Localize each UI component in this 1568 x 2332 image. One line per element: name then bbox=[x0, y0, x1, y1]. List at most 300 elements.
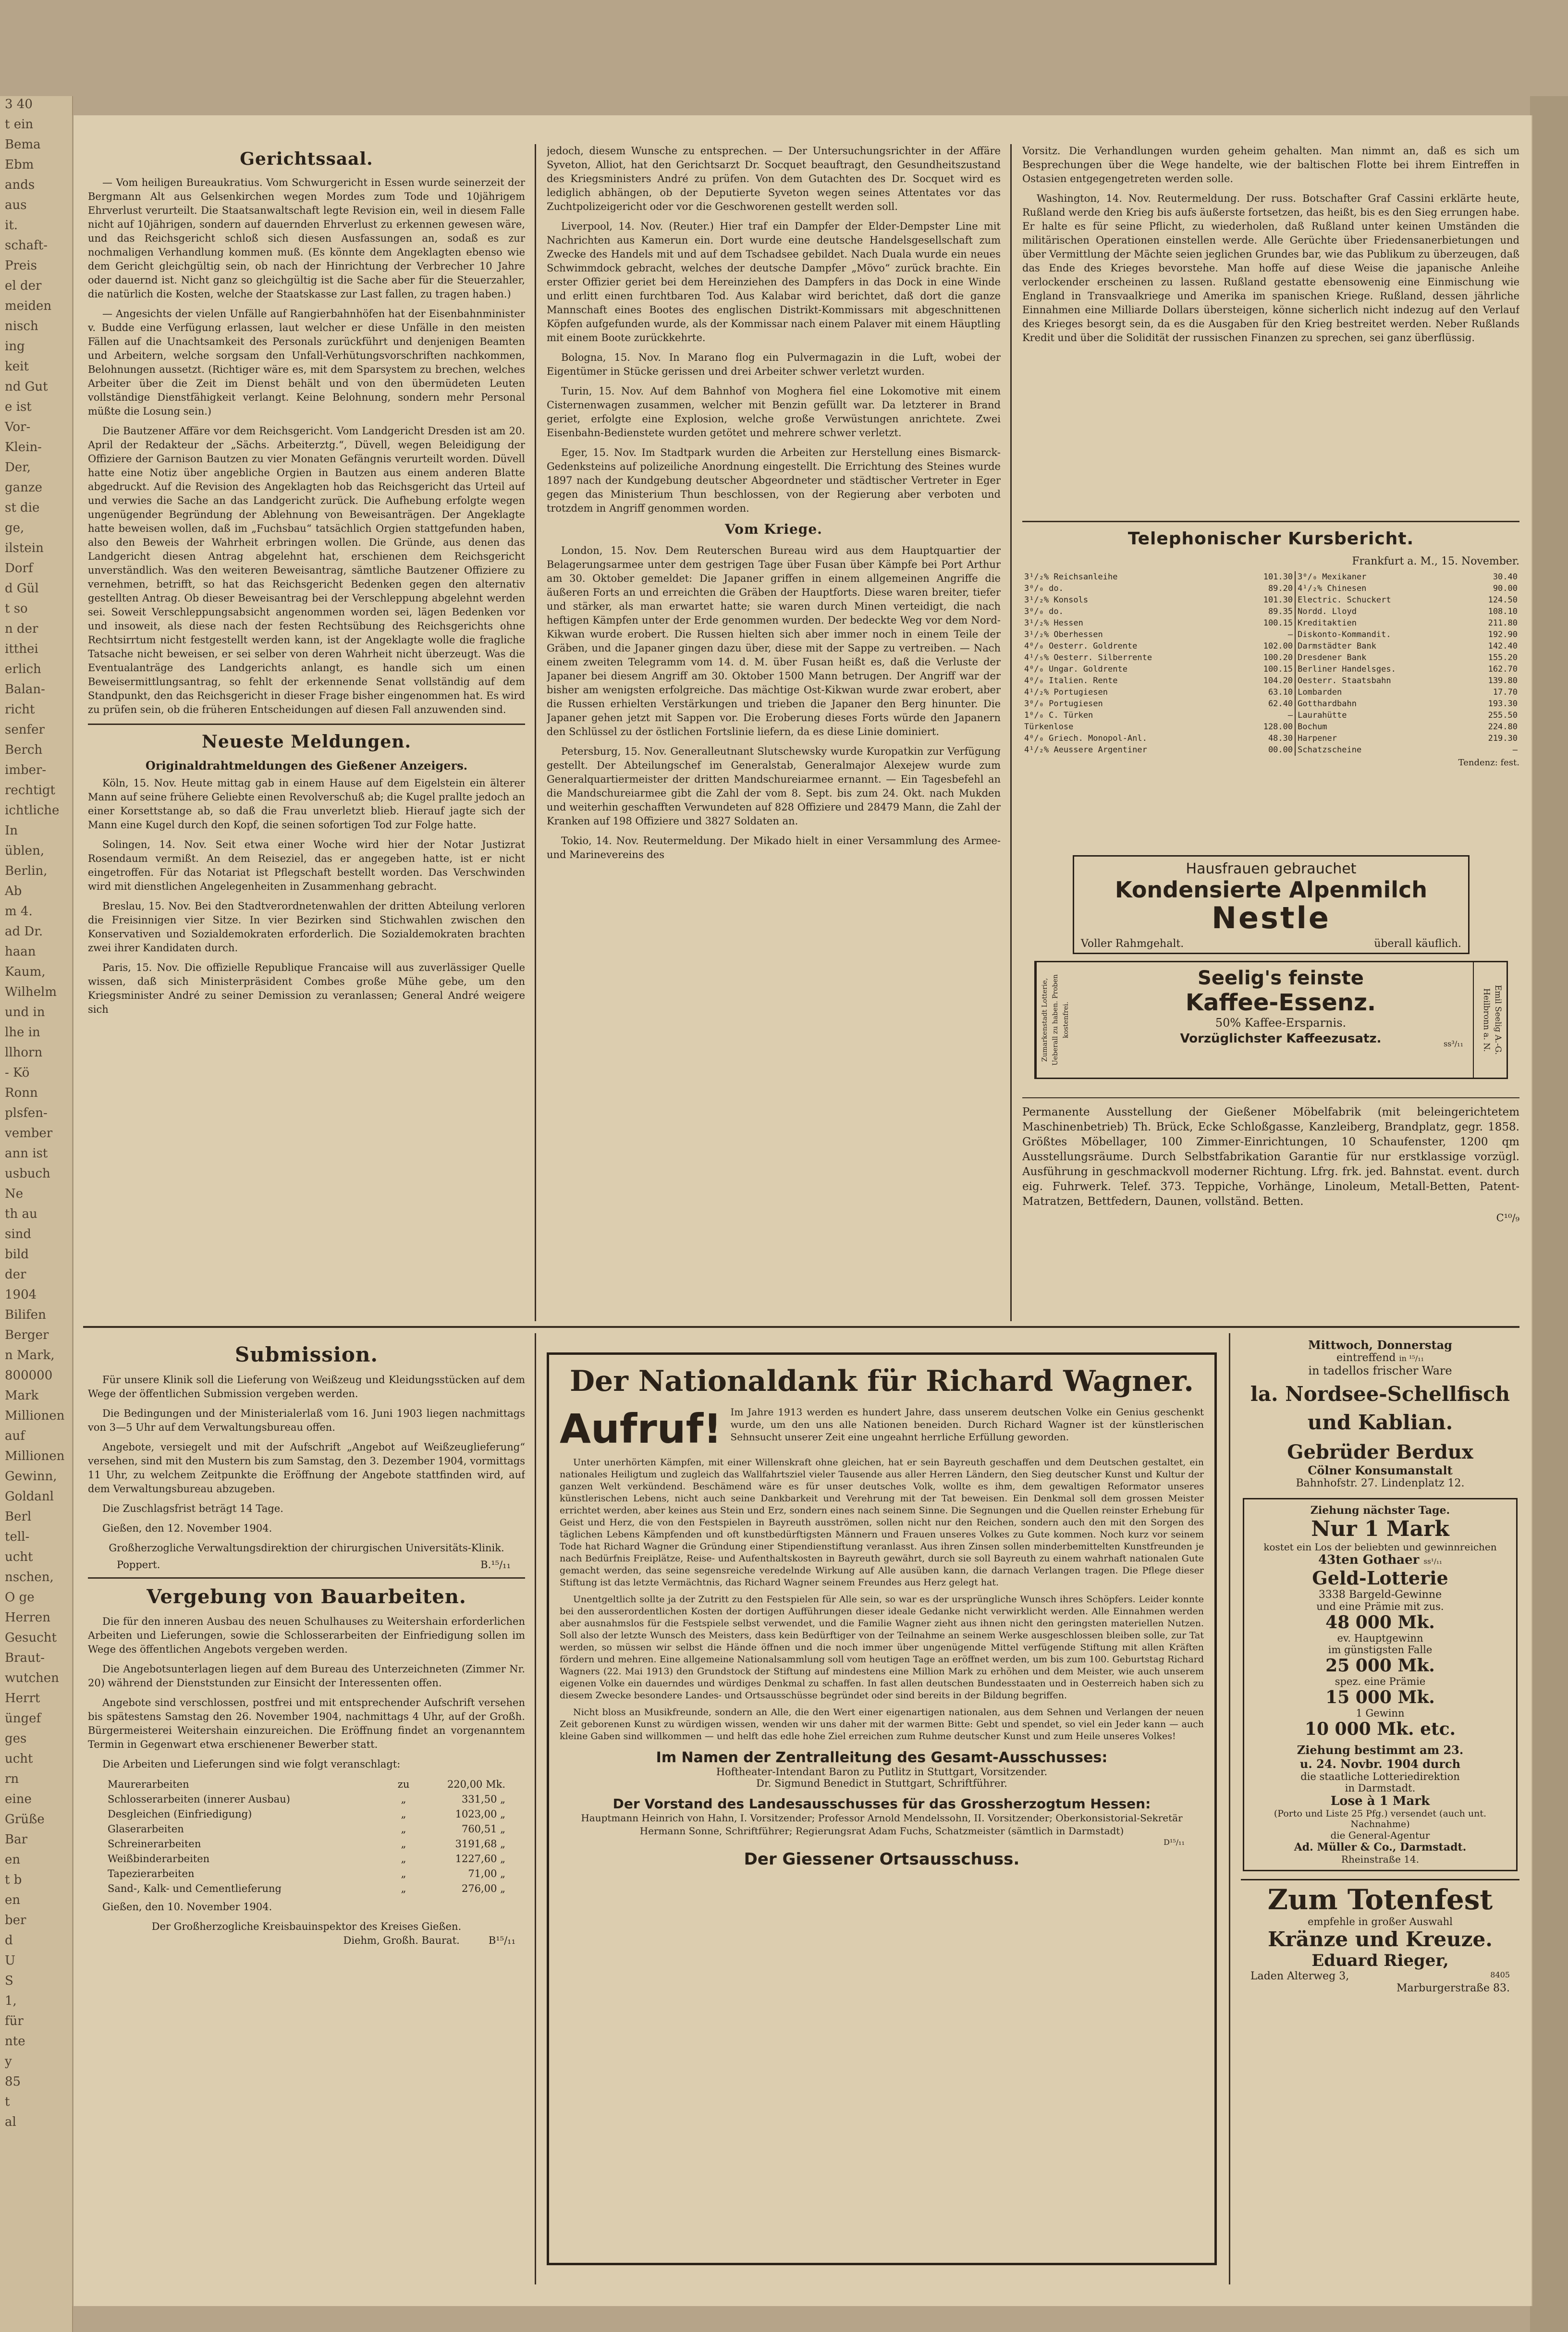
stock-value: 17.70 bbox=[1493, 687, 1518, 697]
adjacent-page-text: nschen, bbox=[5, 1570, 54, 1584]
adjacent-page-text: Gewinn, bbox=[5, 1469, 57, 1484]
lotterie-line: (Porto und Liste 25 Pfg.) versendet (auch unt. Nachnahme) bbox=[1274, 1808, 1487, 1829]
adjacent-page-text: en bbox=[5, 1853, 21, 1867]
wagner-signatory: Hauptmann Heinrich von Hahn, I. Vorsitzender; Professor Arnold Mendelssohn, II. Vorsitzender; Oberkonsistorial-Sekretär Hermann Sonne, Schriftführer; Regierungsrat Adam Fuchs, Schatzmeister (sämtlich in Darmstadt) bbox=[581, 1812, 1183, 1837]
lotterie-amount: 48 000 Mk. bbox=[1325, 1612, 1435, 1632]
stock-value: 211.80 bbox=[1488, 618, 1518, 628]
totenfest-ad bbox=[1241, 1879, 1519, 1994]
stock-value: 100.15 bbox=[1263, 664, 1293, 674]
adjacent-page-text: nd Gut bbox=[5, 380, 48, 394]
adjacent-page-text: 1904 bbox=[5, 1288, 37, 1302]
adjacent-page-text: Preis bbox=[5, 258, 37, 273]
stock-name: Electric. Schuckert bbox=[1295, 594, 1464, 606]
stock-value: 128.00 bbox=[1263, 722, 1293, 732]
adjacent-page-text: Klein- bbox=[5, 440, 42, 454]
news-item: London, 15. Nov. Dem Reuterschen Bureau wird aus dem Hauptquartier der Belagerungsarmee unter dem gestrigen Tage über Fusan über Kämpfe bei Port Arthur am 30. Oktober gemeldet: Die Japaner griffen in einem allgemeinen Angriffe die äußeren Forts an und erreichten die Gräben der Hauptforts. Diese waren breiter, tiefer und stärker, als man erwartet hatte; sie waren durch Minen verteidigt, die nach heftigen Kämpfen unter der Erde genommen wurden. Der bedeckte Weg vor dem Nord-Kikwan wurde erobert. Die Russen hielten sich aber immer noch in einem Teile der Gräben, und die Japaner gingen dazu über, diese mit der Sappe zu vertreiben. — Nach einem zweiten Telegramm vom 14. d. M. über Fusan heißt es, daß die Verluste der Japaner bei diesem Angriff am 30. Oktober 1500 Mann betrugen. Der Angriff war der bisher am wenigsten erfolgreiche. Das mächtige Ost-Kikwan wurde zwar erobert, aber die Russen erhielten Verstärkungen und trieben die Japaner den Berg hinunter. Die Japaner gehen jetzt mit Sappen vor. Die Eroberung dieses Forts würde den Japanern den Schlüssel zu der östlichen Fortslinie liefern, da es diese Linie dominiert. bbox=[547, 545, 1001, 737]
adjacent-page-text: it. bbox=[5, 218, 18, 233]
adjacent-page-text: el der bbox=[5, 279, 42, 293]
stock-row bbox=[1022, 698, 1519, 710]
adjacent-page-text: t so bbox=[5, 601, 28, 616]
submission-signature: Poppert. bbox=[117, 1559, 160, 1571]
stock-value: — bbox=[1287, 711, 1293, 720]
news-item: jedoch, diesem Wunsche zu entsprechen. — Der Untersuchungsrichter in der Affäre Syveton, Alliot, hat den Gerichtsarzt Dr. Socquet beauftragt, den Gesundheitszustand des Kriegsministers André zu prüfen. Von dem Gutachten des Dr. Socquet wird es lediglich abhängen, ob der Deputierte Syveton wegen seines Attentates vor das Zuchtpolizeigericht oder vor die Geschworenen gestellt werden soll. bbox=[547, 145, 1001, 212]
stock-value: 101.30 bbox=[1263, 572, 1293, 582]
adjacent-page-text: ber bbox=[5, 1913, 26, 1927]
totenfest-address: Marburgerstraße 83. bbox=[1396, 1982, 1510, 1994]
stock-name: 3¹/₂% Konsols bbox=[1024, 595, 1089, 605]
wagner-zentral-heading: Im Namen der Zentralleitung des Gesamt-Ausschusses: bbox=[656, 1749, 1108, 1766]
adjacent-page-text: ge, bbox=[5, 521, 24, 535]
adjacent-page-text: O ge bbox=[5, 1590, 35, 1605]
stock-row bbox=[1022, 571, 1519, 583]
adjacent-page-text: y bbox=[5, 2054, 12, 2069]
nestle-line: Hausfrauen gebrauchet bbox=[1186, 860, 1357, 877]
adjacent-page-text: ing bbox=[5, 339, 25, 354]
berdux-line: eintreffend bbox=[1336, 1352, 1396, 1364]
adjacent-page-text: ucht bbox=[5, 1752, 33, 1766]
wagner-paragraph: Unter unerhörten Kämpfen, mit einer Willenskraft ohne gleichen, hat er sein Bayreuth geschaffen und dem Deutschen gestaltet, ein nationales Heiligtum und zugleich das Wallfahrtsziel vieler Tausende aus aller Herren Ländern, den Sieg deutscher Kunst und Kultur der ganzen Welt verkündend. Beschämend wäre es für unser deutsches Volk, wollte es ihm, dem gewaltigen Reformator unseres künstlerischen Lebens, nicht auch seine Dankbarkeit und Verehrung mit der Tat beweisen. Ein Denkmal soll dem grossen Meister errichtet werden, aber keines aus Stein und Erz, sondern eines nach seinem Sinne. Die Segnungen und die Quellen reinster Erhebung für Geist und Herz, die von den Festspielen in Bayreuth ausströmen, sollen nicht nur den Reichen, sondern auch den mit den Sorgen des täglichen Lebens Kämpfenden und oft kunstbedürftigsten Männern und Frauen unseres Volkes zu Gute kommen. Noch kurz vor seinem Tode hat Richard Wagner die Gründung einer Stipendienstiftung veranlasst. Aus ihren Zinsen sollen minderbemittelten Kunstfreunden je nach Bedürfnis Freiplätze, Reise- und Aufenthaltskosten in Bayreuth gewährt, durch sie soll Bayreuth zu einem wahrhaft nationalen Gute gemacht werden, das seine segensreiche veredelnde Wirkung auf Alle ausüben kann, die darnach Verlangen tragen. Die Pflege dieser Stiftung ist das letzte Vermächtnis, das Richard Wagner seinem Freundes aus Herz gelegt hat. bbox=[560, 1457, 1204, 1588]
cost-ditto: „ bbox=[401, 1823, 406, 1835]
stock-name: 4¹/₅% Oesterr. Silberrente bbox=[1024, 653, 1152, 663]
adjacent-page-text: - Kö bbox=[5, 1066, 30, 1080]
stock-name: 3⁰/₀ Portugiesen bbox=[1024, 699, 1103, 709]
stock-value: 102.00 bbox=[1263, 641, 1293, 651]
aufruf-heading: Aufruf! bbox=[560, 1405, 722, 1452]
news-item: Breslau, 15. Nov. Bei den Stadtverordnetenwahlen der dritten Abteilung verloren die Freisinnigen vier Sitze. In vier Bezirken sind Stichwahlen zwischen den Konservativen und Sozialdemokraten erforderlich. Die Sozialdemokraten brachten zwei ihrer Kandidaten durch. bbox=[88, 900, 525, 954]
cost-amount: 71,00 „ bbox=[468, 1868, 505, 1879]
seelig-line: 50% Kaffee-Ersparnis. bbox=[1215, 1016, 1347, 1030]
gerichtssaal-paragraph: Die Bautzener Affäre vor dem Reichsgericht. Vom Landgericht Dresden ist am 20. April der Redakteur der „Sächs. Arbeiterztg.“, Düvell, wegen Beleidigung der Offiziere der Garnison Bautzen zu vier Monaten Gefängnis verurteilt worden. Düvell hatte eine Notiz über angebliche Orgien in Bautzen aus einem anderen Blatte abgedruckt. Auf die Revision des Angeklagten hob das Reichsgericht das Urteil auf und verwies die Sache an das Landgericht zurück. Die Aufhebung erfolgte wegen ungenügender Begründung der Ablehnung von Beweisanträgen. Der Angeklagte hatte beweisen wollen, daß im „Fuchsbau“ tatsächlich Orgien stattgefunden haben, also den Beweis der Wahrheit erbringen wollen. Die Gründe, aus denen das Landgericht diesen Antrag abgelehnt hat, erschienen dem Reichsgericht unverständlich. Was den weiteren Beweisantrag, sämtliche Bautzener Offiziere zu vernehmen, betrifft, so hat das Reichsgericht Bedenken gegen den alternativ gestellten Antrag. Ob dieser Beweisantrag bei der Verschleppung abgelehnt werden sei. Soweit Verschleppungsabsicht angenommen worden sei, lägen Bedenken vor und insoweit, als diese nach der festen Rechtsübung des Reichsgerichts ohne Rechtsirrtum nicht festgestellt werden kann, ist der Angeklagte wolle die fragliche Tatsache nicht beweisen, er sei selber von deren Wahrheit nicht überzeugt. Was die Eventualanträge des Landgerichts anlangt, es handle sich um einen Beweisermittlungsantrag, so fehlt der erkennende Senat vollständig auf dem Standpunkt, den das Reichsgericht in dieser Frage bisher eingenommen hat. Es wird zu prüfen sein, ob die früheren Entscheidungen auf diesen Fall anzuwenden sind. bbox=[88, 425, 525, 715]
adjacent-page-text: t ein bbox=[5, 117, 34, 132]
stock-value: 219.30 bbox=[1488, 734, 1518, 743]
cost-item: Schlosserarbeiten (innerer Ausbau) bbox=[108, 1793, 290, 1805]
stock-name: Bochum bbox=[1295, 721, 1464, 733]
adjacent-page-text: schaft- bbox=[5, 238, 48, 253]
adjacent-page-text: meiden bbox=[5, 299, 52, 313]
cost-table bbox=[107, 1777, 506, 1896]
news-item: Turin, 15. Nov. Auf dem Bahnhof von Moghera fiel eine Lokomotive mit einem Cisternenwagen zusammen, welcher mit Benzin gefüllt war. Da letzterer in Brand geriet, erfolgte eine Explosion, welche große Verwüstungen anrichtete. Zwei Eisenbahn-Bedienstete wurden getötet und mehrere schwer verletzt. bbox=[547, 385, 1001, 439]
ad-code: D¹⁵/₁₁ bbox=[1164, 1838, 1185, 1847]
adjacent-page-text: wutchen bbox=[5, 1671, 59, 1685]
column-separator bbox=[535, 1333, 536, 2284]
lotterie-line: u. 24. Novbr. 1904 durch bbox=[1299, 1757, 1461, 1771]
adjacent-page-text: eine bbox=[5, 1792, 32, 1806]
stock-table bbox=[1022, 571, 1519, 756]
lotterie-line: Ziehung nächster Tage. bbox=[1310, 1504, 1450, 1517]
bottom-column-3 bbox=[1241, 1338, 1519, 2289]
lotterie-line: 43ten Gothaer bbox=[1318, 1553, 1420, 1567]
stock-tendency: Tendenz: fest. bbox=[1458, 758, 1519, 768]
adjacent-page-text: t bbox=[5, 2095, 10, 2109]
cost-ditto: „ bbox=[401, 1853, 406, 1865]
stock-value: 89.35 bbox=[1268, 607, 1293, 616]
cost-amount: 276,00 „ bbox=[461, 1883, 505, 1894]
gerichtssaal-paragraph: — Vom heiligen Bureaukratius. Vom Schwurgericht in Essen wurde seinerzeit der Bergmann Alt aus Gelsenkirchen wegen Mordes zum Tode und 10jährigem Ehrverlust verurteilt. Die Staatsanwaltschaft legte Revision ein, weil in diesem Falle nicht auf 10jährigen, sondern auf dauernden Ehrverlust zu erkennen gewesen wäre, und das Reichsgericht schloß sich diesen Ausfassungen an, sodaß es zur nochmaligen Verhandlung kommen muß. (Es könnte dem Angeklagten ebenso wie dem Gericht gleichgültig sein, ob nach der Hinrichtung der Verbrecher 10 Jahre oder dauernd ist. Nicht ganz so gleichgültig ist die Sache aber für die Steuerzahler, die natürlich die Kosten, welche der Staatskasse zur Last fallen, zu tragen haben.) bbox=[88, 177, 525, 300]
cost-ditto: „ bbox=[401, 1883, 406, 1894]
left-adjacent-page-strip bbox=[0, 96, 73, 2332]
news-item: Vorsitz. Die Verhandlungen wurden geheim gehalten. Man nimmt an, daß es sich um Besprechungen über die Wege handelte, wie der baltischen Flotte bei ihrem Eintreffen in Ostasien entgegengetreten werden solle. bbox=[1022, 145, 1519, 184]
nestle-brand: Nestle bbox=[1212, 900, 1331, 935]
adjacent-page-text: Herren bbox=[5, 1610, 51, 1625]
wagner-intro: Im Jahre 1913 werden es hundert Jahre, dass unserem deutschen Volke ein Genius geschenkt wurde, um den uns alle Nationen beneiden. Durch Richard Wagner ist der künstlerischen Sehnsucht unserer Zeit eine ungeahnt herrliche Erfüllung geworden. bbox=[730, 1406, 1204, 1443]
nestle-ad bbox=[1073, 855, 1470, 954]
cost-amount: 220,00 Mk. bbox=[447, 1779, 505, 1790]
adjacent-page-text: aus bbox=[5, 198, 27, 212]
adjacent-page-text: en bbox=[5, 1893, 21, 1907]
adjacent-page-text: Millionen bbox=[5, 1409, 65, 1423]
adjacent-page-text: Ronn bbox=[5, 1086, 38, 1100]
stock-value: — bbox=[1287, 630, 1293, 639]
stock-report-dateline: Frankfurt a. M., 15. November. bbox=[1352, 555, 1519, 567]
stock-value: 62.40 bbox=[1268, 699, 1293, 709]
adjacent-page-text: ichtliche bbox=[5, 803, 60, 818]
lotterie-line: kostet ein Los der beliebten und gewinnreichen bbox=[1263, 1541, 1497, 1553]
ad-code: ss¹/₁₁ bbox=[1423, 1557, 1442, 1566]
lotterie-amount: 10 000 Mk. etc. bbox=[1304, 1719, 1456, 1739]
adjacent-page-text: plsfen- bbox=[5, 1106, 48, 1120]
lotterie-line: Ziehung bestimmt am 23. bbox=[1297, 1743, 1464, 1757]
stock-name: 4⁰/₀ Griech. Monopol-Anl. bbox=[1024, 734, 1147, 743]
adjacent-page-text: ands bbox=[5, 178, 35, 192]
submission-paragraph: Großherzogliche Verwaltungsdirektion der chirurgischen Universitäts-Klinik. bbox=[109, 1542, 504, 1554]
vergebung-paragraph: Die Arbeiten und Lieferungen sind wie folgt veranschlagt: bbox=[102, 1758, 401, 1770]
adjacent-page-text: Bilifen bbox=[5, 1308, 46, 1322]
lotterie-line: die staatliche Lotteriedirektion bbox=[1300, 1771, 1460, 1782]
adjacent-page-text: Ebm bbox=[5, 158, 34, 172]
adjacent-page-text: ges bbox=[5, 1731, 27, 1746]
seelig-tagline: Vorzüglichster Kaffeezusatz. bbox=[1180, 1031, 1382, 1046]
adjacent-page-text: Millionen bbox=[5, 1449, 65, 1463]
adjacent-page-text: haan bbox=[5, 945, 36, 959]
stock-row bbox=[1022, 629, 1519, 640]
moebel-ad-text: Permanente Ausstellung der Gießener Möbelfabrik (mit beleingerichtetem Maschinenbetrieb) Th. Brück, Ecke Schloßgasse, Kanzleiberg, Brandplatz, gegr. 1858. Größtes Möbellager, 100 Zimmer-Einrichtungen, 10 Schaufenster, 1200 qm Ausstellungsräume. Durch Selbstfabrikation Garantie für nur erstklassige vorzügl. Ausführung in geschmackvoll moderner Richtung. Lfrg. frk. jed. Bahnstat. event. durch eig. Fuhrwerk. Telef. 373. Teppiche, Vorhänge, Linoleum, Metall-Betten, Patent-Matratzen, Bettfedern, Daunen, vollständ. Betten. bbox=[1022, 1106, 1519, 1208]
adjacent-page-text: 800000 bbox=[5, 1368, 53, 1383]
submission-heading: Submission. bbox=[234, 1343, 379, 1366]
adjacent-page-text: lhe in bbox=[5, 1025, 40, 1040]
gerichtssaal-heading: Gerichtssaal. bbox=[240, 149, 373, 169]
adjacent-page-text: Vor- bbox=[5, 420, 31, 434]
stock-name: 3⁰/₀ Mexikaner bbox=[1295, 571, 1464, 583]
stock-name: 4⁰/₀ Italien. Rente bbox=[1024, 676, 1118, 686]
submission-paragraph: Für unsere Klinik soll die Lieferung von Weißzeug und Kleidungsstücken auf dem Wege der öffentlichen Submission vergeben werden. bbox=[88, 1374, 525, 1399]
stock-name: Diskonto-Kommandit. bbox=[1295, 629, 1464, 640]
column-separator bbox=[1010, 144, 1012, 1321]
cost-item: Weißbinderarbeiten bbox=[108, 1853, 210, 1865]
divider bbox=[1022, 521, 1519, 522]
cost-row bbox=[107, 1837, 506, 1852]
column-separator bbox=[535, 144, 536, 1321]
lotterie-line: 1 Gewinn bbox=[1356, 1707, 1405, 1719]
adjacent-page-text: Ne bbox=[5, 1187, 24, 1201]
stock-row bbox=[1022, 594, 1519, 606]
divider bbox=[88, 724, 525, 725]
stock-row bbox=[1022, 710, 1519, 721]
vergebung-paragraph: Gießen, den 10. November 1904. bbox=[102, 1901, 272, 1913]
stock-value: 100.15 bbox=[1263, 618, 1293, 628]
news-item: Bologna, 15. Nov. In Marano flog ein Pulvermagazin in die Luft, wobei der Eigentümer in Stücke gerissen und drei Arbeiter schwer verletzt wurden. bbox=[547, 352, 1001, 377]
adjacent-page-text: Berger bbox=[5, 1328, 49, 1342]
cost-amount: 760,51 „ bbox=[461, 1823, 505, 1835]
lotterie-agency: Ad. Müller & Co., Darmstadt. bbox=[1294, 1841, 1467, 1853]
submission-paragraph: Die Bedingungen und der Ministerialerlaß vom 16. Juni 1903 liegen nachmittags von 3—5 Uhr auf dem Verwaltungsbureau offen. bbox=[88, 1408, 525, 1433]
seelig-title: Seelig's feinste bbox=[1198, 967, 1364, 989]
lotterie-line: im günstigsten Falle bbox=[1328, 1644, 1433, 1656]
adjacent-page-text: ucht bbox=[5, 1550, 33, 1564]
stock-row bbox=[1022, 652, 1519, 663]
seelig-side-right: Emil Seelig A.-G. Heilbronn a. N. bbox=[1473, 962, 1507, 1078]
seelig-ad bbox=[1034, 961, 1508, 1079]
berdux-line: in tadellos frischer Ware bbox=[1308, 1364, 1452, 1377]
adjacent-page-text: Gesucht bbox=[5, 1631, 57, 1645]
stock-row bbox=[1022, 663, 1519, 675]
stock-name: 3¹/₂% Hessen bbox=[1024, 618, 1083, 628]
stock-row bbox=[1022, 606, 1519, 617]
divider bbox=[1022, 1097, 1519, 1098]
totenfest-title: Zum Totenfest bbox=[1267, 1883, 1493, 1916]
cost-amount: 1227,60 „ bbox=[455, 1853, 505, 1865]
adjacent-page-text: Wilhelm bbox=[5, 985, 57, 999]
wagner-vorstand-heading: Der Vorstand des Landesausschusses für das Grossherzogtum Hessen: bbox=[612, 1796, 1151, 1812]
stock-name: 3¹/₂% Reichsanleihe bbox=[1024, 572, 1118, 582]
adjacent-page-text: auf bbox=[5, 1429, 25, 1443]
cost-row bbox=[107, 1807, 506, 1822]
adjacent-page-text: senfer bbox=[5, 723, 45, 737]
stock-value: 142.40 bbox=[1488, 641, 1518, 651]
stock-value: 139.80 bbox=[1488, 676, 1518, 686]
stock-name: 4¹/₂% Portugiesen bbox=[1024, 687, 1108, 697]
adjacent-page-text: n der bbox=[5, 622, 38, 636]
stock-row bbox=[1022, 733, 1519, 744]
adjacent-page-text: llhorn bbox=[5, 1045, 43, 1060]
cost-row bbox=[107, 1822, 506, 1837]
adjacent-page-text: sind bbox=[5, 1227, 32, 1241]
news-item: Eger, 15. Nov. Im Stadtpark wurden die Arbeiten zur Herstellung eines Bismarck-Gedenksteins auf polizeiliche Anordnung eingestellt. Die Errichtung des Steines wurde 1897 nach der Kundgebung deutscher Abgeordneter und städtischer Vertreter in Eger gegen das Ministerium Thun beschlossen, von der Regierung aber verboten und trotzdem in Angriff genommen worden. bbox=[547, 447, 1001, 514]
adjacent-page-text: itthei bbox=[5, 642, 38, 656]
nestle-line: überall käuflich. bbox=[1374, 938, 1461, 950]
adjacent-page-text: ganze bbox=[5, 480, 42, 495]
gerichtssaal-paragraph: — Angesichts der vielen Unfälle auf Rangierbahnhöfen hat der Eisenbahnminister v. Budde eine Verfügung erlassen, laut welcher er diese Unfälle in den meisten Fällen auf die Unachtsamkeit des Personals zurückführt und denjenigen Beamten und Arbeitern, welche sorgsam den Unfall-Verhütungsvorschriften nachkommen, Belohnungen aussetzt. (Richtiger wäre es, mit dem Sparsystem zu brechen, welches Arbeiter über die Zeit im Dienst behält und von den übermüdeten Leuten vollständige Dienstfähigkeit verlangt. Keine Belohnung, sondern mehr Personal müßte die Losung sein.) bbox=[88, 308, 525, 417]
stock-value: 162.70 bbox=[1488, 664, 1518, 674]
vom-kriege-heading: Vom Kriege. bbox=[725, 521, 822, 537]
stock-name: 4⁰/₀ Oesterr. Goldrente bbox=[1024, 641, 1138, 651]
section-rule bbox=[83, 1326, 1519, 1328]
berdux-line: Cölner Konsumanstalt bbox=[1308, 1463, 1453, 1477]
adjacent-page-text: üblen, bbox=[5, 844, 45, 858]
adjacent-page-text: d Gül bbox=[5, 581, 39, 596]
stock-name: 4¹/₂% Chinesen bbox=[1295, 583, 1464, 594]
stock-value: 108.10 bbox=[1488, 607, 1518, 616]
stock-row bbox=[1022, 583, 1519, 594]
vergebung-paragraph: Angebote sind verschlossen, postfrei und mit entsprechender Aufschrift versehen bis spätestens Samstag den 26. November 1904, nachmittags 4 Uhr, auf der Großh. Bürgermeisterei Weitershain einzureichen. Die Eröffnung findet an vorgenanntem Termin in Gegenwart etwa erschienener Bewerber statt. bbox=[88, 1697, 525, 1750]
berdux-product: und Kablian. bbox=[1307, 1411, 1453, 1434]
cost-row bbox=[107, 1792, 506, 1807]
berdux-line: Mittwoch, Donnerstag bbox=[1308, 1338, 1452, 1352]
stock-row bbox=[1022, 617, 1519, 629]
adjacent-page-text: 3 40 bbox=[5, 97, 33, 111]
news-item: Petersburg, 15. Nov. Generalleutnant Slutschewsky wurde Kuropatkin zur Verfügung gestellt. Der Abteilungschef im Generalstab, Generalmajor Alexejew wurde zum Generalquartiermeister der dritten Mandschureiarmee ernannt. — Ein Tagesbefehl an die Mandschureiarmee gibt die Zahl der vom 8. Sept. bis zum 24. Okt. nach Mukden und weiterhin geschafften Verwundeten auf 828 Offiziere und 28479 Mann, die Zahl der Kranken auf 198 Offiziere und 3827 Soldaten an. bbox=[547, 746, 1001, 827]
stock-name: 4¹/₂% Aeussere Argentiner bbox=[1024, 745, 1147, 755]
stock-name: Schatzscheine bbox=[1295, 744, 1464, 756]
ad-code: 8405 bbox=[1490, 1970, 1510, 1979]
stock-name: Lombarden bbox=[1295, 687, 1464, 698]
submission-paragraph: Gießen, den 12. November 1904. bbox=[102, 1522, 272, 1534]
cost-item: Desgleichen (Einfriedigung) bbox=[108, 1808, 252, 1820]
adjacent-page-text: Der, bbox=[5, 460, 31, 475]
column-1 bbox=[88, 144, 525, 1321]
adjacent-page-text: S bbox=[5, 1974, 13, 1988]
stock-value: 48.30 bbox=[1268, 734, 1293, 743]
wagner-appeal bbox=[547, 1352, 1217, 2265]
adjacent-page-text: ilstein bbox=[5, 541, 44, 555]
stock-value: 255.50 bbox=[1488, 711, 1518, 720]
cost-item: Tapezierarbeiten bbox=[108, 1868, 195, 1879]
lotterie-line: Rheinstraße 14. bbox=[1341, 1853, 1420, 1865]
cost-row bbox=[107, 1881, 506, 1896]
stock-name: Gotthardbahn bbox=[1295, 698, 1464, 710]
adjacent-page-text: Braut- bbox=[5, 1651, 45, 1665]
submission-paragraph: Die Zuschlagsfrist beträgt 14 Tage. bbox=[102, 1503, 283, 1514]
ad-code: in ¹⁵/₁₁ bbox=[1399, 1354, 1424, 1363]
lotterie-line: in Darmstadt. bbox=[1345, 1782, 1416, 1794]
adjacent-page-text: 85 bbox=[5, 2074, 21, 2089]
adjacent-page-text: vember bbox=[5, 1126, 53, 1141]
adjacent-page-text: und in bbox=[5, 1005, 45, 1019]
stock-value: — bbox=[1512, 745, 1518, 755]
vergebung-paragraph: Die Angebotsunterlagen liegen auf dem Bureau des Unterzeichneten (Zimmer Nr. 20) während der Dienststunden zur Einsicht der Interessenten offen. bbox=[88, 1663, 525, 1689]
lotterie-ad bbox=[1243, 1498, 1518, 1871]
cost-amount: 331,50 „ bbox=[461, 1793, 505, 1805]
adjacent-page-text: usbuch bbox=[5, 1166, 50, 1181]
stock-value: 124.50 bbox=[1488, 595, 1518, 605]
vergebung-paragraph: Der Großherzogliche Kreisbauinspektor des Kreises Gießen. bbox=[151, 1921, 462, 1932]
cost-ditto: „ bbox=[401, 1793, 406, 1805]
adjacent-page-text: Kaum, bbox=[5, 965, 46, 979]
stock-row bbox=[1022, 721, 1519, 733]
stock-value: 224.80 bbox=[1488, 722, 1518, 732]
stock-name: 1⁰/₀ C. Türken bbox=[1024, 711, 1093, 720]
ad-code: C¹⁰/₉ bbox=[1496, 1212, 1519, 1224]
lotterie-line: Lose à 1 Mark bbox=[1330, 1794, 1430, 1808]
wagner-title: Der Nationaldank für Richard Wagner. bbox=[569, 1364, 1194, 1398]
ad-code: ss³/₁₁ bbox=[1443, 1039, 1463, 1048]
adjacent-page-text: imber- bbox=[5, 763, 47, 777]
lotterie-line: 3338 Bargeld-Gewinne bbox=[1318, 1589, 1442, 1601]
lotterie-amount: 15 000 Mk. bbox=[1325, 1687, 1435, 1707]
news-item: Köln, 15. Nov. Heute mittag gab in einem Hause auf dem Eigelstein ein älterer Mann auf seine frühere Geliebte einen Revolverschuß ab; die Kugel prallte jedoch an einer Korsettstange ab, so daß die Frau unverletzt blieb. Hierauf jagte sich der Mann eine Kugel durch den Kopf, die seinen sofortigen Tod zur Folge hatte. bbox=[88, 777, 525, 831]
adjacent-page-text: m 4. bbox=[5, 904, 33, 919]
wagner-ortsausschuss: Der Giessener Ortsausschuss. bbox=[744, 1850, 1020, 1869]
totenfest-product: Kränze und Kreuze. bbox=[1268, 1927, 1493, 1951]
cost-ditto: zu bbox=[397, 1779, 410, 1790]
lotterie-line: die General-Agentur bbox=[1330, 1829, 1430, 1841]
news-item: Tokio, 14. Nov. Reutermeldung. Der Mikado hielt in einer Versammlung des Armee- und Marinevereins des bbox=[547, 835, 1001, 860]
stock-value: 30.40 bbox=[1493, 572, 1518, 582]
divider bbox=[88, 1577, 525, 1579]
vergebung-paragraph: Die für den inneren Ausbau des neuen Schulhauses zu Weitershain erforderlichen Arbeiten und Lieferungen, sowie die Schlosserarbeiten der Einfriedigung sollen im Wege des öffentlichen Angebots vergeben werden. bbox=[88, 1616, 525, 1655]
cost-item: Maurerarbeiten bbox=[108, 1779, 189, 1790]
stock-name: Oesterr. Staatsbahn bbox=[1295, 675, 1464, 687]
wagner-paragraph: Nicht bloss an Musikfreunde, sondern an Alle, die den Wert einer eigenartigen nationalen, aus dem Sehnen und Verlangen der neuen Zeit geborenen Kunst zu würdigen wissen, wenden wir uns daher mit der warmen Bitte: Gebt und spendet, so viel ein Jeder kann — auch kleine Gaben sind willkommen — und helft das edle hohe Ziel erreichen zum Ruhme deutscher Kunst und zum Heile unseres Volkes! bbox=[560, 1707, 1204, 1742]
stock-report bbox=[1022, 514, 1519, 850]
lotterie-line: ev. Hauptgewinn bbox=[1337, 1632, 1423, 1644]
adjacent-page-text: In bbox=[5, 823, 18, 838]
adjacent-page-text: bild bbox=[5, 1247, 29, 1262]
neueste-subheading: Originaldrahtmeldungen des Gießener Anzeigers. bbox=[145, 759, 468, 773]
column-separator bbox=[1229, 1333, 1230, 2284]
adjacent-page-text: st die bbox=[5, 501, 40, 515]
stock-value: 100.20 bbox=[1263, 653, 1293, 663]
stock-name: Berliner Handelsges. bbox=[1295, 663, 1464, 675]
column-3-moebel bbox=[1022, 1091, 1519, 1321]
wagner-signatory: Hoftheater-Intendant Baron zu Putlitz in Stuttgart, Vorsitzender. bbox=[716, 1766, 1048, 1778]
totenfest-company: Eduard Rieger, bbox=[1311, 1951, 1449, 1970]
stock-report-heading: Telephonischer Kursbericht. bbox=[1127, 529, 1414, 549]
cost-item: Sand-, Kalk- und Cementlieferung bbox=[108, 1883, 282, 1894]
vergebung-heading: Vergebung von Bauarbeiten. bbox=[147, 1585, 466, 1608]
nestle-line: Kondensierte Alpenmilch bbox=[1115, 877, 1428, 903]
stock-name: Darmstädter Bank bbox=[1295, 640, 1464, 652]
lotterie-title: Geld-Lotterie bbox=[1312, 1567, 1448, 1589]
adjacent-page-text: Mark bbox=[5, 1388, 39, 1403]
news-item: Washington, 14. Nov. Reutermeldung. Der russ. Botschafter Graf Cassini erklärte heute, Rußland werde den Krieg bis aufs äußerste fortsetzen, das heißt, bis es den Sieg errungen habe. Er halte es für seine Pflicht, zu wiederholen, daß Rußland unter keinen Umständen die militärischen Operationen einstellen werde. Alle Gerüchte über Friedensanerbietungen und über Vermittlung der Mächte seien jeglichen Grundes bar, wie das Publikum zu überzeugen, daß das Ende des Krieges bevorstehe. Man hoffe auf diese Weise die japanische Anleihe verlockender erscheinen zu lassen. Rußland gestatte ebensowenig eine Einmischung wie England in Transvaalkriege und Amerika im spanischen Kriege. Rußland, dessen jährliche Einnahmen eine Milliarde Dollars übersteigen, könne sicherlich nicht indezug auf den Verlauf des Krieges besorgt sein, da es die Ausgaben für den Krieg bestreitet werden. Neber Rußlands Kredit und über die Solidität der russischen Finanzen zu sprechen, sei ganz überflüssig. bbox=[1022, 193, 1519, 344]
adjacent-page-text: n Mark, bbox=[5, 1348, 55, 1362]
adjacent-page-text: nisch bbox=[5, 319, 38, 333]
adjacent-page-text: d bbox=[5, 1933, 13, 1948]
cost-ditto: „ bbox=[401, 1808, 406, 1820]
totenfest-line: empfehle in großer Auswahl bbox=[1308, 1916, 1453, 1927]
wagner-paragraph: Unentgeltlich sollte ja der Zutritt zu den Festspielen für Alle sein, so war es der ursprüngliche Wunsch ihres Schöpfers. Leider konnte bei den ausserordentlichen Kosten der dortigen Aufführungen dieser ideale Gedanke nicht verwirklicht werden. Alle Einnahmen werden aber ausnahmslos für die Festspiele selbst verwendet, und die Familie Wagner zieht aus ihnen nicht den geringsten materiellen Nutzen. Soll also der letzte Wunsch des Meisters, dass kein Bedürftiger von der Teilnahme an seinem Werke ausgeschlossen bleiben solle, zur Tat werden, so müssen wir selbst die Hände öffnen und die noch immer über ungenügende Mittel verfügende Stiftung mit allen Kräften fördern und mehren. Eine allgemeine Nationalsammlung soll vom heutigen Tage an eröffnet werden, um bis zum 100. Geburtstag Richard Wagners (22. Mai 1913) den Grundstock der Stiftung auf mindestens eine Million Mark zu erhöhen und dem Meister, wie auch unserem eigenen Volke ein dauerndes und würdiges Denkmal zu schaffen. In fast allen deutschen Bundesstaaten und in Oesterreich haben sich zu diesem Zwecke besondere Landes- und Ortsausschüsse begründet oder sind bereits in der Bildung begriffen. bbox=[560, 1594, 1204, 1701]
adjacent-page-text: Bar bbox=[5, 1832, 28, 1847]
cost-item: Schreinerarbeiten bbox=[108, 1838, 201, 1850]
column-2 bbox=[547, 144, 1001, 1321]
adjacent-page-text: 1, bbox=[5, 1994, 17, 2008]
stock-name: Harpener bbox=[1295, 733, 1464, 744]
cost-row bbox=[107, 1777, 506, 1792]
adjacent-page-text: für bbox=[5, 2014, 24, 2028]
wagner-signatory: Dr. Sigmund Benedict in Stuttgart, Schriftführer. bbox=[756, 1778, 1007, 1789]
cost-row bbox=[107, 1866, 506, 1881]
seelig-title: Kaffee-Essenz. bbox=[1185, 989, 1376, 1016]
stock-value: 89.20 bbox=[1268, 584, 1293, 593]
stock-value: 101.30 bbox=[1263, 595, 1293, 605]
adjacent-page-text: Ab bbox=[5, 884, 22, 898]
stock-value: 90.00 bbox=[1493, 584, 1518, 593]
cost-amount: 3191,68 „ bbox=[455, 1838, 505, 1850]
adjacent-page-text: al bbox=[5, 2115, 16, 2129]
adjacent-page-text: U bbox=[5, 1953, 15, 1968]
stock-value: 193.30 bbox=[1488, 699, 1518, 709]
stock-name: Laurahütte bbox=[1295, 710, 1464, 721]
stock-value: 192.90 bbox=[1488, 630, 1518, 639]
adjacent-page-text: der bbox=[5, 1267, 26, 1282]
right-page-edge bbox=[1530, 96, 1568, 2332]
adjacent-page-text: ann ist bbox=[5, 1146, 48, 1161]
adjacent-page-text: tell- bbox=[5, 1530, 30, 1544]
adjacent-page-text: nte bbox=[5, 2034, 25, 2049]
adjacent-page-text: rechtigt bbox=[5, 783, 55, 798]
lotterie-line: und eine Prämie mit zus. bbox=[1316, 1601, 1444, 1612]
adjacent-page-text: th au bbox=[5, 1207, 37, 1221]
adjacent-page-text: Goldanl bbox=[5, 1489, 54, 1504]
adjacent-page-text: erlich bbox=[5, 662, 41, 676]
berdux-address: Bahnhofstr. 27. Lindenplatz 12. bbox=[1296, 1477, 1465, 1489]
stock-value: 63.10 bbox=[1268, 687, 1293, 697]
bottom-column-1 bbox=[88, 1338, 525, 2289]
news-item: Liverpool, 14. Nov. (Reuter.) Hier traf ein Dampfer der Elder-Dempster Line mit Nachrichten aus Kamerun ein. Dort wurde eine deutsche Handelsgesellschaft zum Zwecke des Handels mit und auf dem Tschadsee gebildet. Nach Duala wurde ein neues Schwimmdock gebracht, welches der deutsche Dampfer „Mövo“ zurück brachte. Ein erster Offizier geriet bei dem Hereinziehen des Dampfers in das Dock in eine Winde und erlitt einen furchtbaren Tod. Aus Kalabar wird berichtet, daß dort die ganze Mannschaft eines Bootes des englischen Distrikt-Kommissars mit abgeschnittenen Köpfen aufgefunden wurde, als der Kommissar nach einem Palaver mit einem Häuptling mit einem Boote zurückkehrte. bbox=[547, 221, 1001, 344]
lotterie-price: Nur 1 Mark bbox=[1311, 1517, 1449, 1541]
cost-item: Glaserarbeiten bbox=[108, 1823, 184, 1835]
stock-value: 00.00 bbox=[1268, 745, 1293, 755]
